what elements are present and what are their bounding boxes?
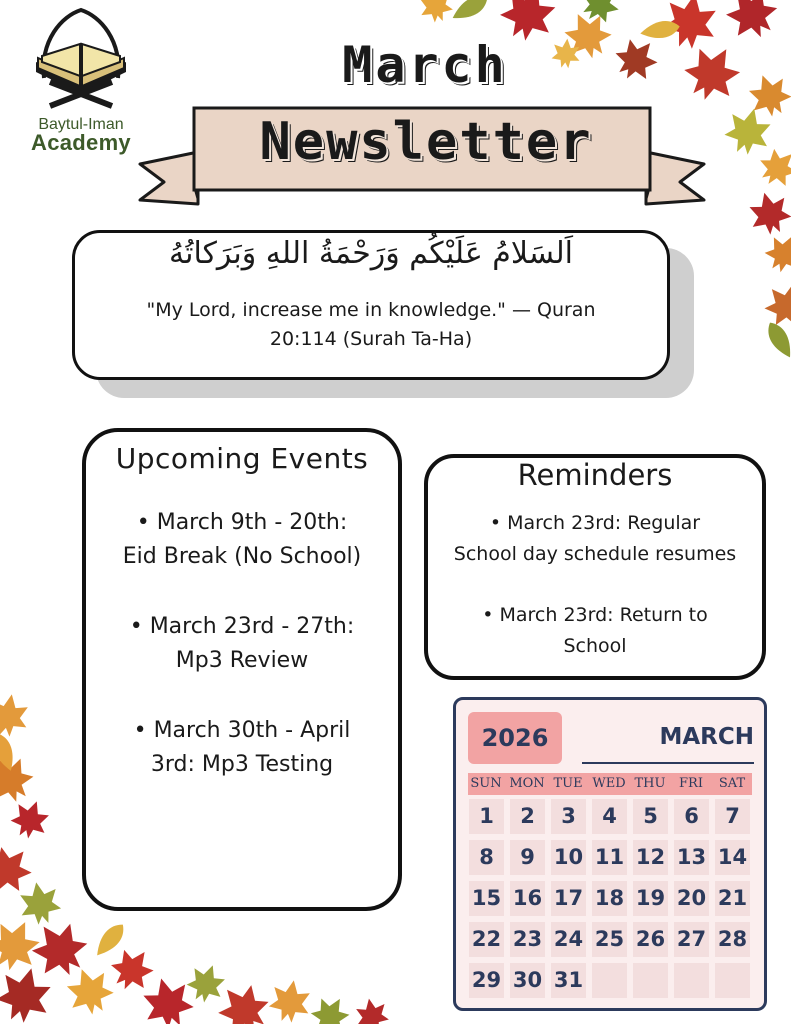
calendar-divider xyxy=(582,762,754,764)
newsletter-month-title: March xyxy=(342,36,508,94)
reminder-line: • March 23rd: Return to xyxy=(482,604,708,626)
event-line: 3rd: Mp3 Testing xyxy=(150,752,334,777)
calendar-day: 24 xyxy=(551,922,586,957)
calendar-day-empty xyxy=(715,963,750,998)
calendar-day: 30 xyxy=(510,963,545,998)
calendar-day: 5 xyxy=(633,799,668,834)
calendar-day: 23 xyxy=(510,922,545,957)
weekday-label: SAT xyxy=(718,776,746,791)
calendar-day: 21 xyxy=(715,881,750,916)
calendar-day: 13 xyxy=(674,840,709,875)
event-item xyxy=(96,714,388,782)
calendar-day: 18 xyxy=(592,881,627,916)
calendar-day: 8 xyxy=(469,840,504,875)
reminder-item xyxy=(432,508,758,570)
event-line: • March 23rd - 27th: xyxy=(129,614,355,639)
reminder-line: School xyxy=(563,635,627,657)
reminders-heading: Reminders xyxy=(517,458,673,492)
calendar-day: 25 xyxy=(592,922,627,957)
calendar-day: 7 xyxy=(715,799,750,834)
calendar-day: 14 xyxy=(715,840,750,875)
calendar-day: 20 xyxy=(674,881,709,916)
reminder-line: • March 23rd: Regular xyxy=(489,512,701,534)
weekday-label: THU xyxy=(634,776,666,791)
weekday-label: TUE xyxy=(553,776,583,791)
calendar-day: 28 xyxy=(715,922,750,957)
calendar-day: 4 xyxy=(592,799,627,834)
newsletter-banner-title: Newsletter xyxy=(259,112,593,172)
logo-academy: Academy xyxy=(31,130,131,155)
calendar-day: 17 xyxy=(551,881,586,916)
calendar-day: 19 xyxy=(633,881,668,916)
event-line: Mp3 Review xyxy=(175,648,309,673)
calendar-day: 11 xyxy=(592,840,627,875)
event-item xyxy=(96,506,388,574)
weekday-label: WED xyxy=(592,776,626,791)
calendar-day: 15 xyxy=(469,881,504,916)
logo-name: Baytul-Iman xyxy=(38,116,124,133)
calendar-day: 6 xyxy=(674,799,709,834)
quote-line: 20:114 (Surah Ta-Ha) xyxy=(269,328,473,350)
calendar-day-empty xyxy=(674,963,709,998)
event-line: Eid Break (No School) xyxy=(122,544,362,569)
event-line: • March 30th - April xyxy=(133,718,351,743)
event-item xyxy=(96,610,388,678)
calendar-day: 29 xyxy=(469,963,504,998)
calendar-day: 27 xyxy=(674,922,709,957)
quran-quote xyxy=(120,296,622,354)
quote-line: "My Lord, increase me in knowledge." — Quran xyxy=(146,299,596,321)
calendar-month: MARCH xyxy=(659,724,754,750)
calendar-year: 2026 xyxy=(468,712,562,764)
calendar-day: 1 xyxy=(469,799,504,834)
event-line: • March 9th - 20th: xyxy=(136,510,348,535)
calendar-day: 31 xyxy=(551,963,586,998)
calendar-day: 16 xyxy=(510,881,545,916)
weekday-label: SUN xyxy=(470,776,502,791)
calendar-day: 10 xyxy=(551,840,586,875)
reminder-line: School day schedule resumes xyxy=(453,543,737,565)
arabic-greeting: اَلسَلامُ عَلَيْكُم وَرَحْمَةُ اللهِ وَبَرَكاتُهُ xyxy=(169,236,573,271)
calendar-day: 9 xyxy=(510,840,545,875)
calendar-day: 2 xyxy=(510,799,545,834)
calendar-day-empty xyxy=(633,963,668,998)
calendar-day-empty xyxy=(592,963,627,998)
reminder-item xyxy=(432,600,758,662)
calendar-day: 22 xyxy=(469,922,504,957)
upcoming-events-heading: Upcoming Events xyxy=(115,442,369,475)
calendar-day: 12 xyxy=(633,840,668,875)
calendar-day: 3 xyxy=(551,799,586,834)
weekday-label: FRI xyxy=(679,776,703,791)
weekday-label: MON xyxy=(509,776,545,791)
calendar-day: 26 xyxy=(633,922,668,957)
